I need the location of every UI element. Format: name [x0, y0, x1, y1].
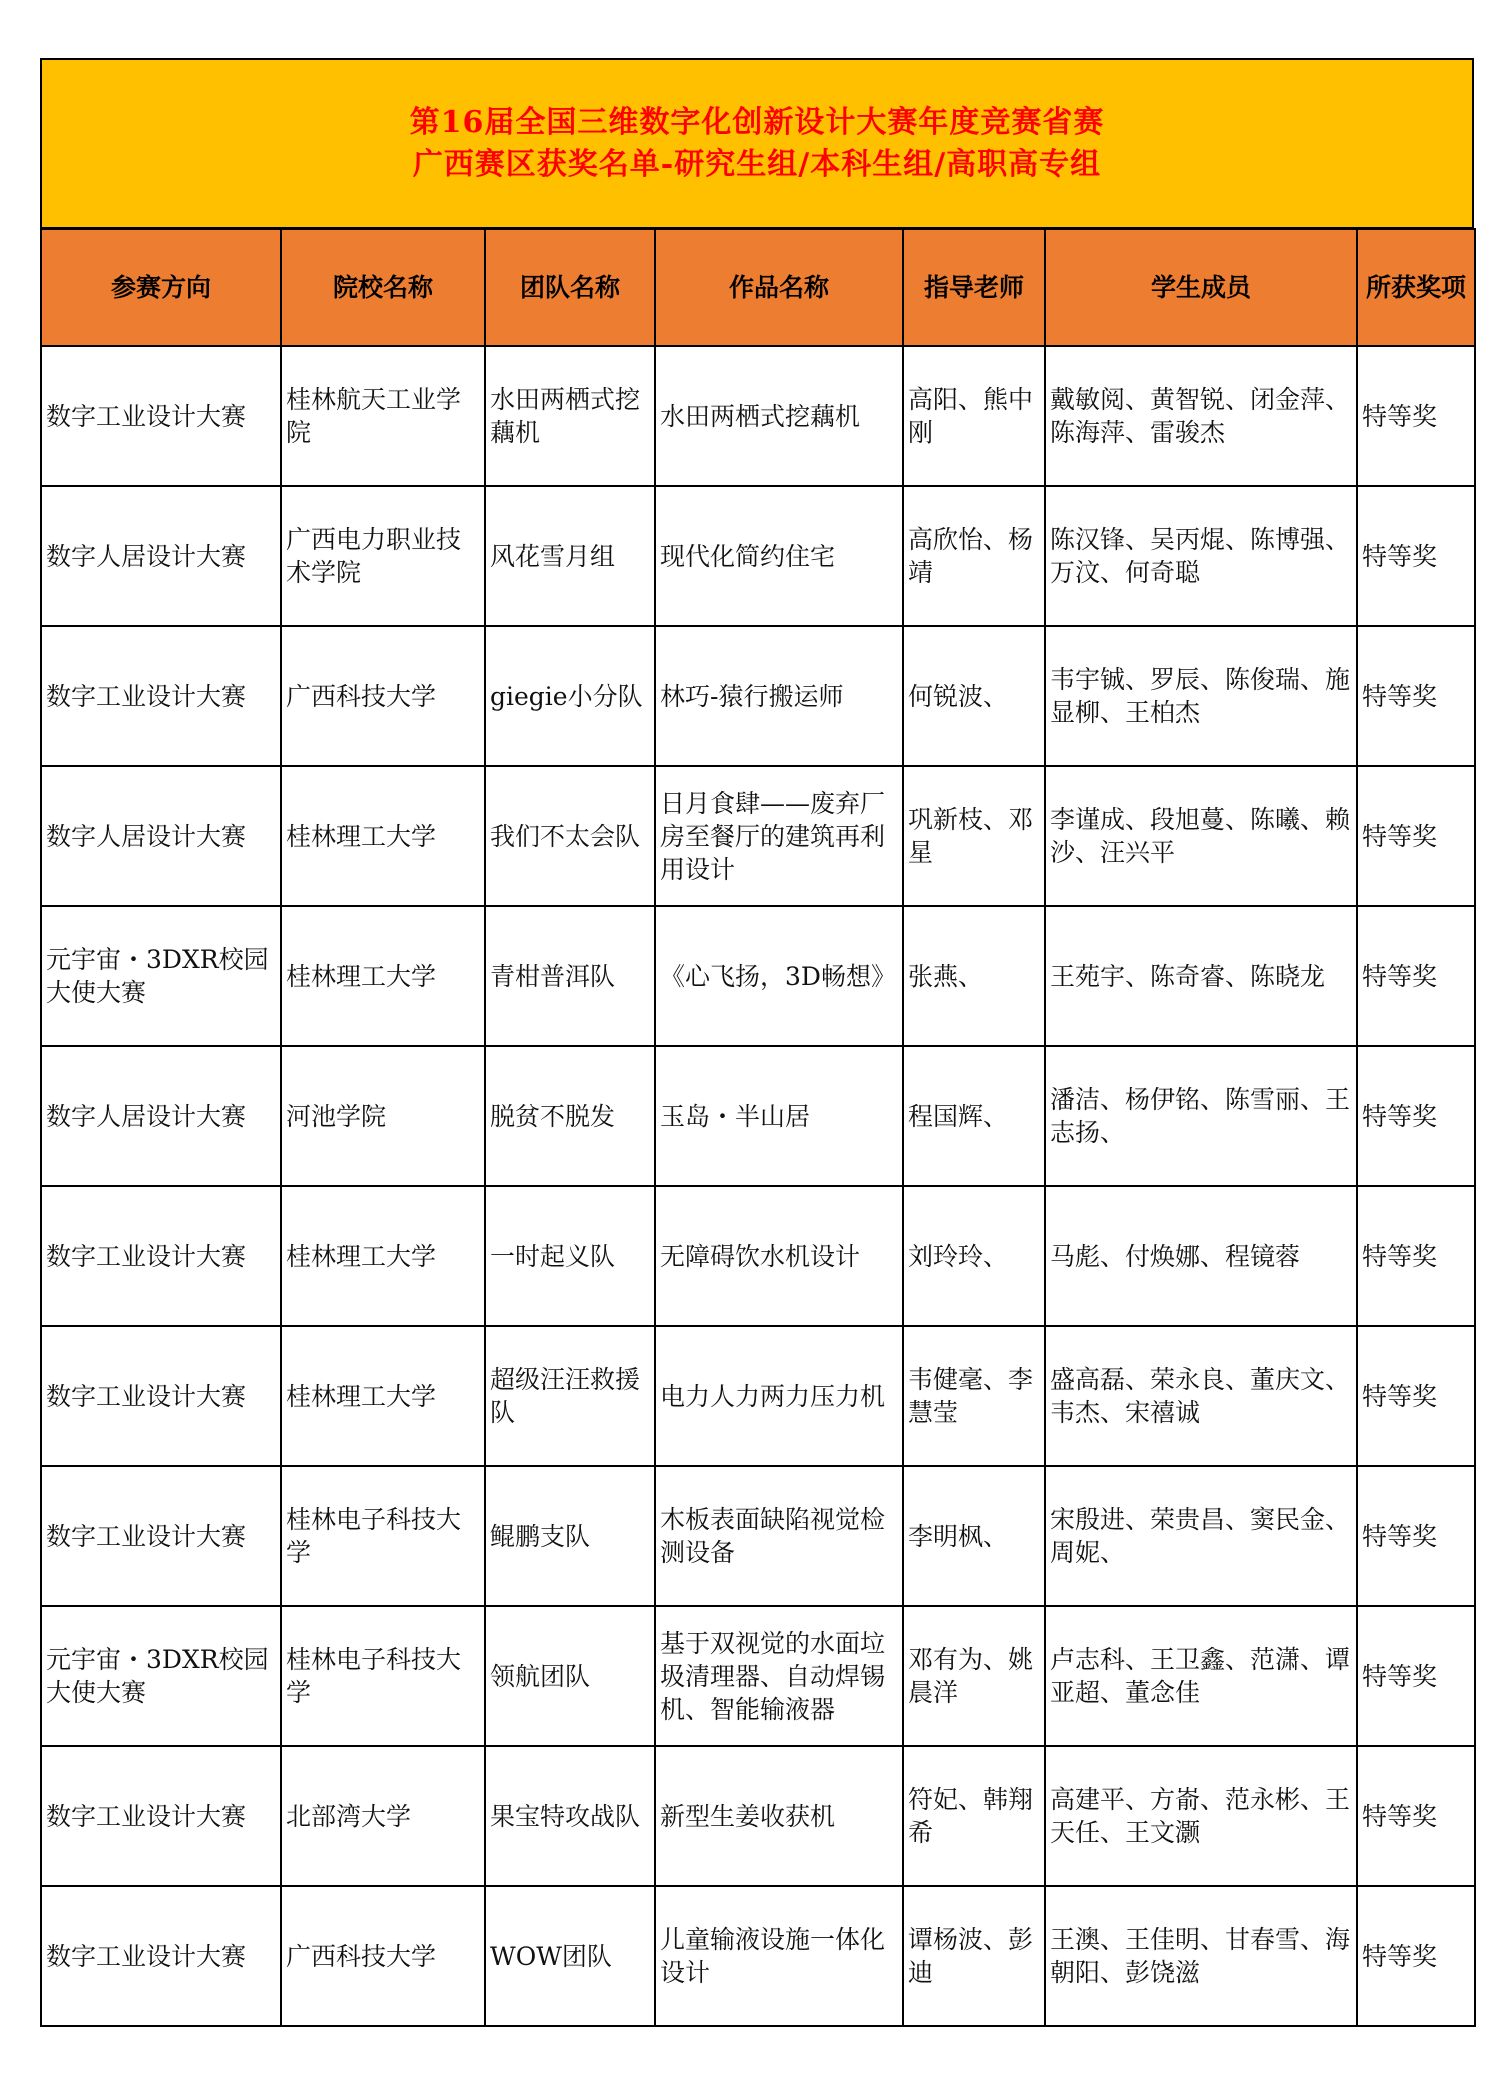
cell-award: 特等奖: [1357, 1886, 1475, 2026]
cell-work: 新型生姜收获机: [655, 1746, 903, 1886]
cell-direction: 元宇宙・3DXR校园大使大赛: [41, 906, 281, 1046]
table-row: [41, 1466, 1475, 1606]
table-row: [41, 1746, 1475, 1886]
cell-team: 领航团队: [485, 1606, 655, 1746]
cell-students: 李谨成、段旭蔓、陈曦、赖沙、汪兴平: [1045, 766, 1357, 906]
cell-team: 果宝特攻战队: [485, 1746, 655, 1886]
cell-work: 电力人力两力压力机: [655, 1326, 903, 1466]
cell-work: 林巧-猿行搬运师: [655, 626, 903, 766]
cell-team: giegie小分队: [485, 626, 655, 766]
cell-award: 特等奖: [1357, 766, 1475, 906]
title-banner: [40, 58, 1474, 228]
cell-award: 特等奖: [1357, 1326, 1475, 1466]
cell-direction: 数字人居设计大赛: [41, 1046, 281, 1186]
cell-school: 广西科技大学: [281, 1886, 485, 2026]
cell-work: 日月食肆——废弃厂房至餐厅的建筑再利用设计: [655, 766, 903, 906]
cell-students: 戴敏阅、黄智锐、闭金萍、陈海萍、雷骏杰: [1045, 346, 1357, 486]
cell-direction: 数字工业设计大赛: [41, 1466, 281, 1606]
table-row: [41, 1326, 1475, 1466]
table-row: [41, 486, 1475, 626]
cell-teacher: 刘玲玲、: [903, 1186, 1045, 1326]
table-row: [41, 626, 1475, 766]
cell-teacher: 符妃、韩翔希: [903, 1746, 1045, 1886]
cell-teacher: 程国辉、: [903, 1046, 1045, 1186]
cell-students: 潘洁、杨伊铭、陈雪丽、王志扬、: [1045, 1046, 1357, 1186]
cell-teacher: 邓有为、姚晨洋: [903, 1606, 1045, 1746]
cell-school: 桂林电子科技大学: [281, 1606, 485, 1746]
header-work: 作品名称: [655, 229, 903, 346]
cell-school: 桂林理工大学: [281, 1186, 485, 1326]
cell-team: 脱贫不脱发: [485, 1046, 655, 1186]
cell-award: 特等奖: [1357, 346, 1475, 486]
header-direction: 参赛方向: [41, 229, 281, 346]
header-school: 院校名称: [281, 229, 485, 346]
cell-school: 北部湾大学: [281, 1746, 485, 1886]
cell-direction: 数字人居设计大赛: [41, 766, 281, 906]
cell-direction: 数字人居设计大赛: [41, 486, 281, 626]
cell-school: 桂林理工大学: [281, 1326, 485, 1466]
cell-team: 青柑普洱队: [485, 906, 655, 1046]
table-row: [41, 1046, 1475, 1186]
cell-direction: 数字工业设计大赛: [41, 1886, 281, 2026]
cell-work: 儿童输液设施一体化设计: [655, 1886, 903, 2026]
cell-students: 高建平、方嵛、范永彬、王天任、王文灏: [1045, 1746, 1357, 1886]
table-row: [41, 906, 1475, 1046]
cell-students: 王苑宇、陈奇睿、陈晓龙: [1045, 906, 1357, 1046]
cell-award: 特等奖: [1357, 626, 1475, 766]
cell-team: 风花雪月组: [485, 486, 655, 626]
cell-work: 现代化简约住宅: [655, 486, 903, 626]
cell-team: 我们不太会队: [485, 766, 655, 906]
header-award: 所获奖项: [1357, 229, 1475, 346]
cell-award: 特等奖: [1357, 1606, 1475, 1746]
cell-team: 超级汪汪救援队: [485, 1326, 655, 1466]
cell-teacher: 高欣怡、杨靖: [903, 486, 1045, 626]
cell-team: 水田两栖式挖藕机: [485, 346, 655, 486]
cell-teacher: 何锐波、: [903, 626, 1045, 766]
header-teacher: 指导老师: [903, 229, 1045, 346]
cell-school: 桂林航天工业学院: [281, 346, 485, 486]
cell-direction: 数字工业设计大赛: [41, 1326, 281, 1466]
cell-award: 特等奖: [1357, 906, 1475, 1046]
cell-direction: 数字工业设计大赛: [41, 346, 281, 486]
cell-school: 桂林电子科技大学: [281, 1466, 485, 1606]
cell-teacher: 巩新枝、邓星: [903, 766, 1045, 906]
header-row: [41, 229, 1475, 346]
cell-award: 特等奖: [1357, 486, 1475, 626]
award-table: [40, 228, 1476, 2027]
cell-work: 基于双视觉的水面垃圾清理器、自动焊锡机、智能输液器: [655, 1606, 903, 1746]
award-list-sheet: [40, 58, 1474, 2027]
cell-direction: 数字工业设计大赛: [41, 1746, 281, 1886]
cell-school: 河池学院: [281, 1046, 485, 1186]
cell-school: 桂林理工大学: [281, 906, 485, 1046]
table-row: [41, 1606, 1475, 1746]
cell-teacher: 张燕、: [903, 906, 1045, 1046]
cell-teacher: 李明枫、: [903, 1466, 1045, 1606]
cell-direction: 数字工业设计大赛: [41, 1186, 281, 1326]
cell-school: 桂林理工大学: [281, 766, 485, 906]
cell-students: 王澳、王佳明、甘春雪、海朝阳、彭饶滋: [1045, 1886, 1357, 2026]
cell-work: 无障碍饮水机设计: [655, 1186, 903, 1326]
cell-award: 特等奖: [1357, 1466, 1475, 1606]
table-row: [41, 1886, 1475, 2026]
cell-teacher: 高阳、熊中刚: [903, 346, 1045, 486]
cell-direction: 元宇宙・3DXR校园大使大赛: [41, 1606, 281, 1746]
cell-award: 特等奖: [1357, 1186, 1475, 1326]
table-body: [41, 346, 1475, 2026]
cell-teacher: 韦健毫、李慧莹: [903, 1326, 1045, 1466]
cell-students: 宋殷进、荣贵昌、窦民金、周妮、: [1045, 1466, 1357, 1606]
cell-students: 马彪、付焕娜、程镜蓉: [1045, 1186, 1357, 1326]
table-row: [41, 346, 1475, 486]
cell-students: 卢志科、王卫鑫、范潇、谭亚超、董念佳: [1045, 1606, 1357, 1746]
cell-team: 一时起义队: [485, 1186, 655, 1326]
cell-direction: 数字工业设计大赛: [41, 626, 281, 766]
cell-team: 鲲鹏支队: [485, 1466, 655, 1606]
cell-school: 广西电力职业技术学院: [281, 486, 485, 626]
cell-teacher: 谭杨波、彭迪: [903, 1886, 1045, 2026]
cell-students: 陈汉锋、吴丙焜、陈博强、万汶、何奇聪: [1045, 486, 1357, 626]
header-students: 学生成员: [1045, 229, 1357, 346]
title-line-1: 第16届全国三维数字化创新设计大赛年度竞赛省赛: [409, 104, 1105, 140]
cell-work: 玉岛・半山居: [655, 1046, 903, 1186]
title-line-2: 广西赛区获奖名单-研究生组/本科生组/高职高专组: [412, 146, 1102, 182]
cell-award: 特等奖: [1357, 1746, 1475, 1886]
cell-work: 《心飞扬，3D畅想》: [655, 906, 903, 1046]
cell-work: 木板表面缺陷视觉检测设备: [655, 1466, 903, 1606]
cell-students: 韦宇铖、罗辰、陈俊瑞、施显柳、王柏杰: [1045, 626, 1357, 766]
cell-team: WOW团队: [485, 1886, 655, 2026]
cell-school: 广西科技大学: [281, 626, 485, 766]
header-team: 团队名称: [485, 229, 655, 346]
table-row: [41, 766, 1475, 906]
table-row: [41, 1186, 1475, 1326]
cell-award: 特等奖: [1357, 1046, 1475, 1186]
cell-work: 水田两栖式挖藕机: [655, 346, 903, 486]
cell-students: 盛高磊、荣永良、董庆文、韦杰、宋禧诚: [1045, 1326, 1357, 1466]
